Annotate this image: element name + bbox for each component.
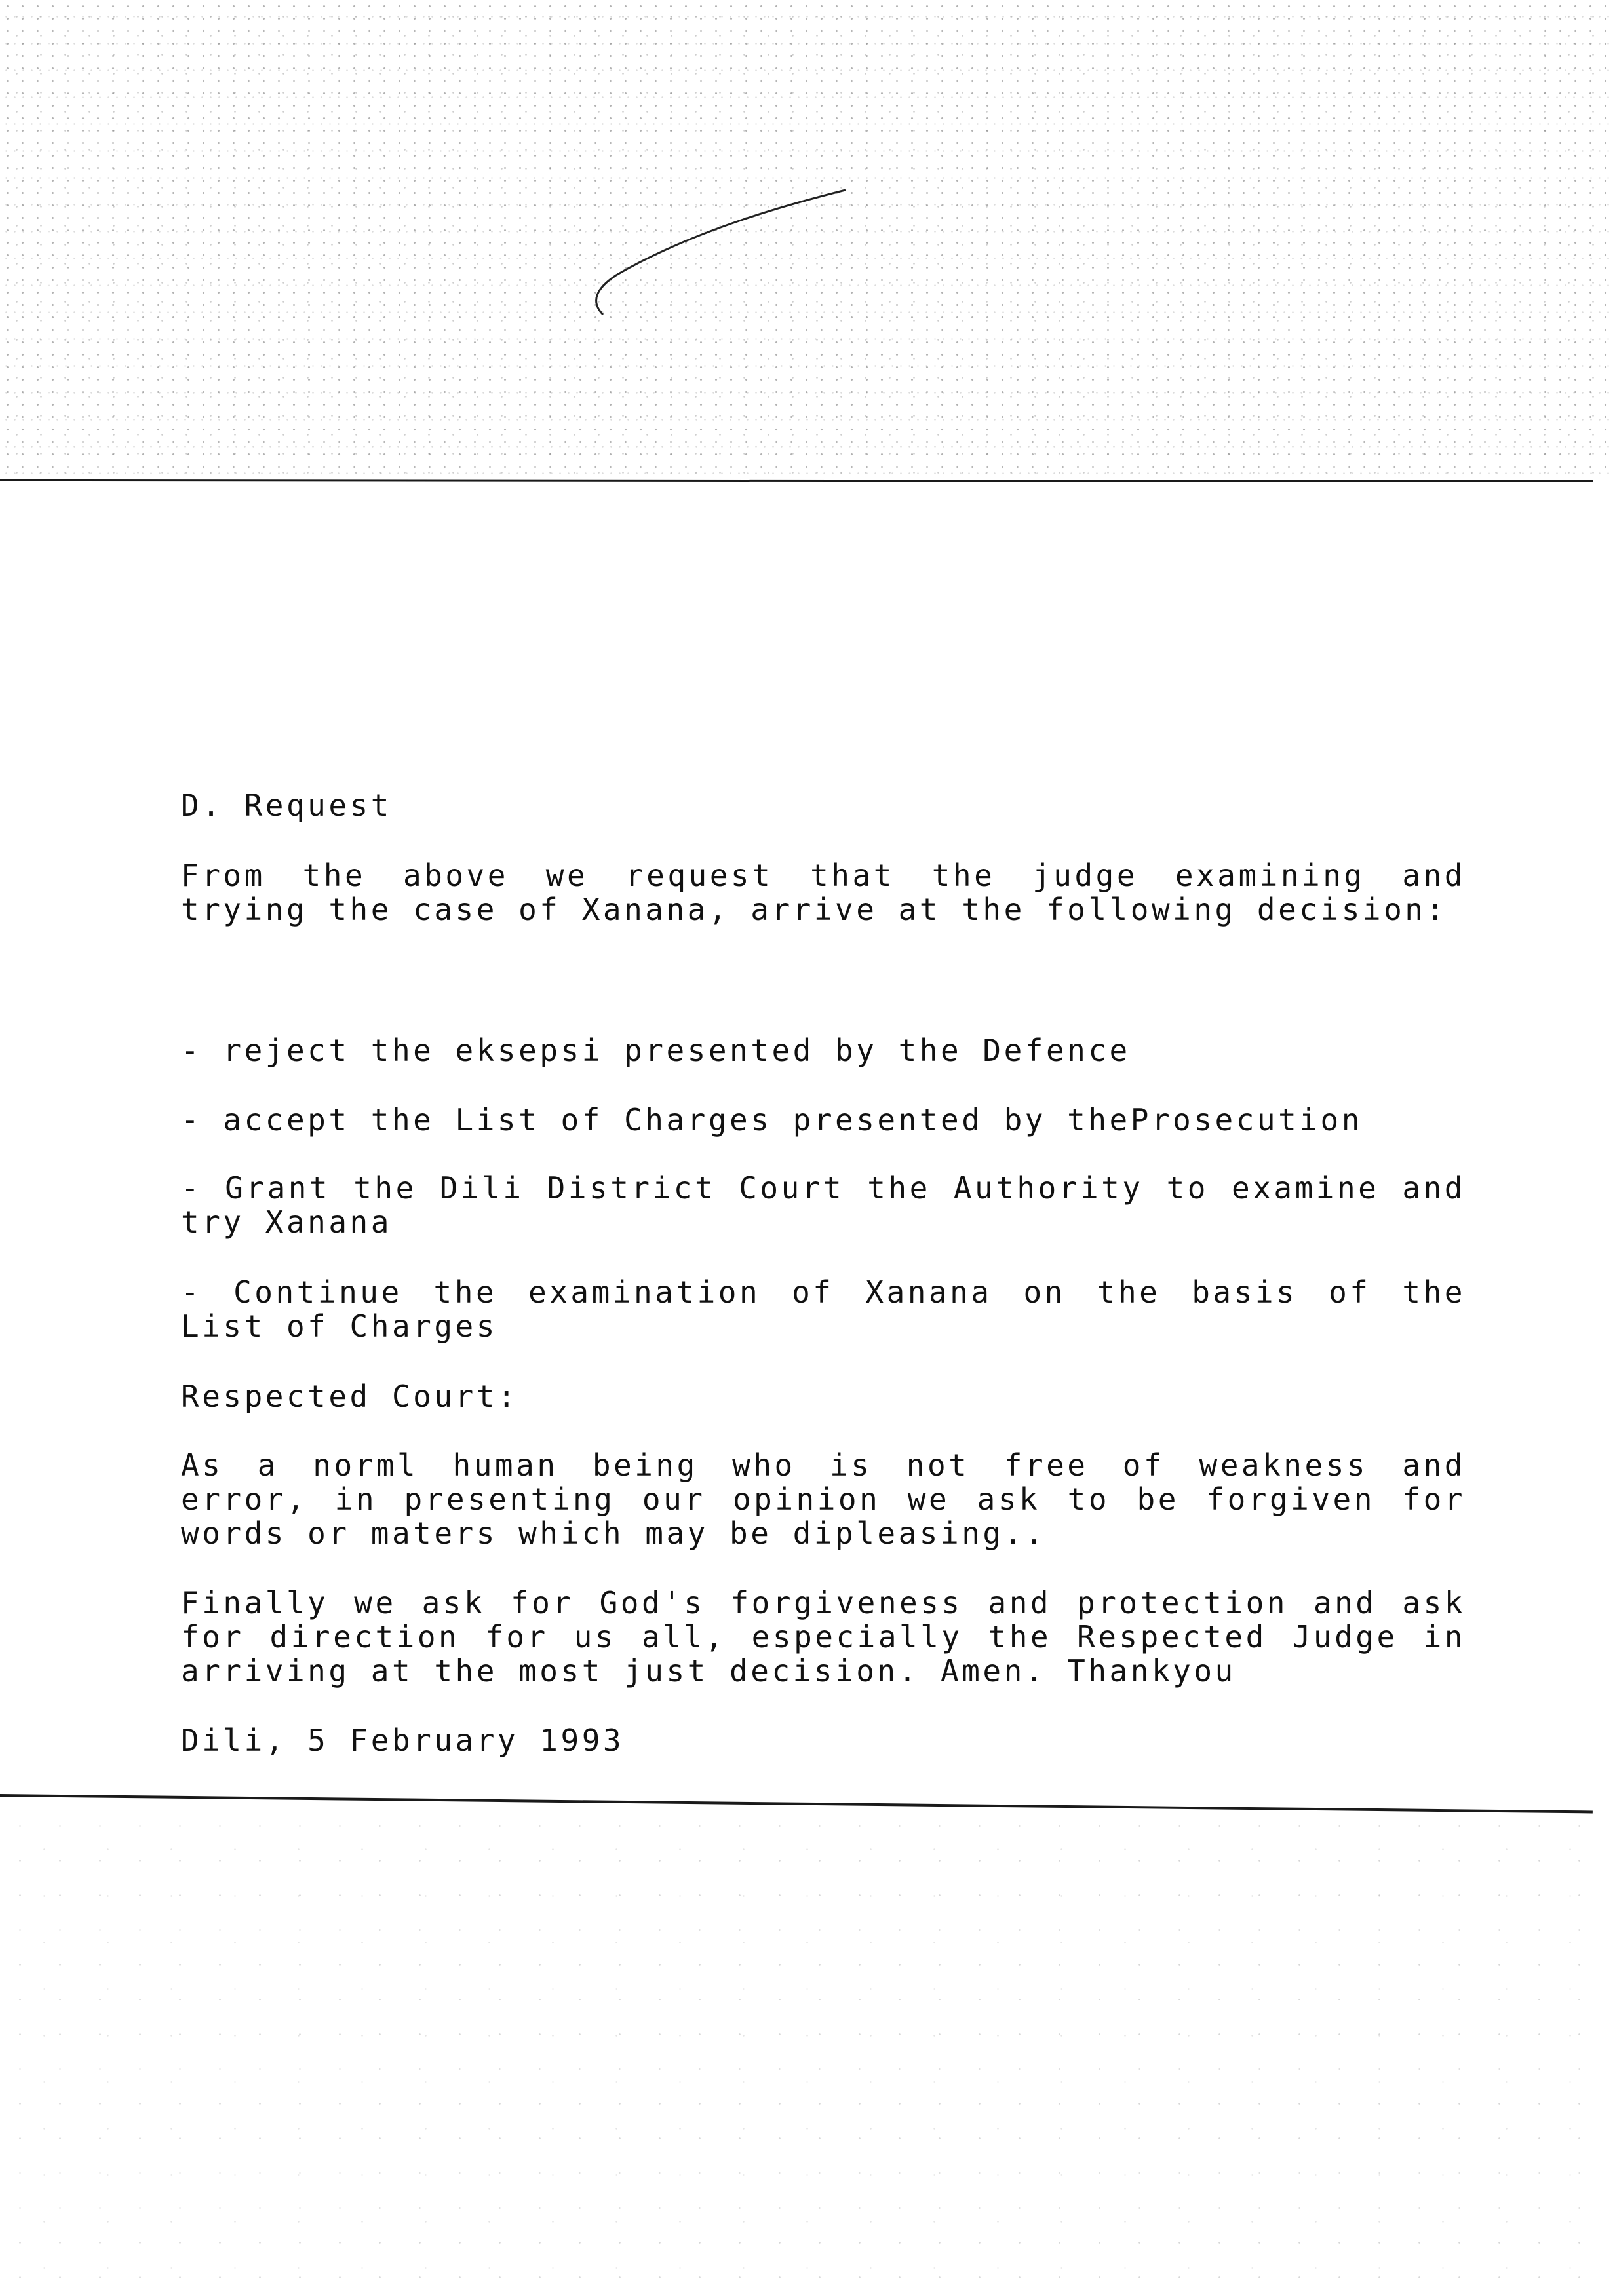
request-item: - Grant the Dili District Court the Authority to examine and try Xanana [181, 1170, 1466, 1240]
intro-paragraph: From the above we request that the judge examining and trying the case of Xanana, arrive at the following decision: [181, 858, 1466, 927]
salutation: Respected Court: [181, 1379, 519, 1414]
request-item: - Continue the examination of Xanana on the basis of the List of Charges [181, 1274, 1466, 1344]
request-item: - accept the List of Charges presented by theProsecution [181, 1102, 1363, 1138]
request-item: - reject the eksepsi presented by the Defence [181, 1033, 1131, 1068]
top-rule [0, 479, 1593, 482]
body-paragraph: As a norml human being who is not free of weakness and error, in presenting our opinion we ask to be forgiven for words or maters which may be dipleasing.. [181, 1447, 1466, 1551]
body-paragraph: Finally we ask for God's forgiveness and protection and ask for direction for us all, especially the Respected Judge in arriving at the most just decision. Amen. Thankyou [181, 1585, 1466, 1689]
section-heading: D. Request [181, 788, 392, 823]
place-date: Dili, 5 February 1993 [181, 1723, 625, 1758]
scan-noise-bottom [0, 1808, 1615, 2296]
pen-mark [577, 170, 878, 328]
